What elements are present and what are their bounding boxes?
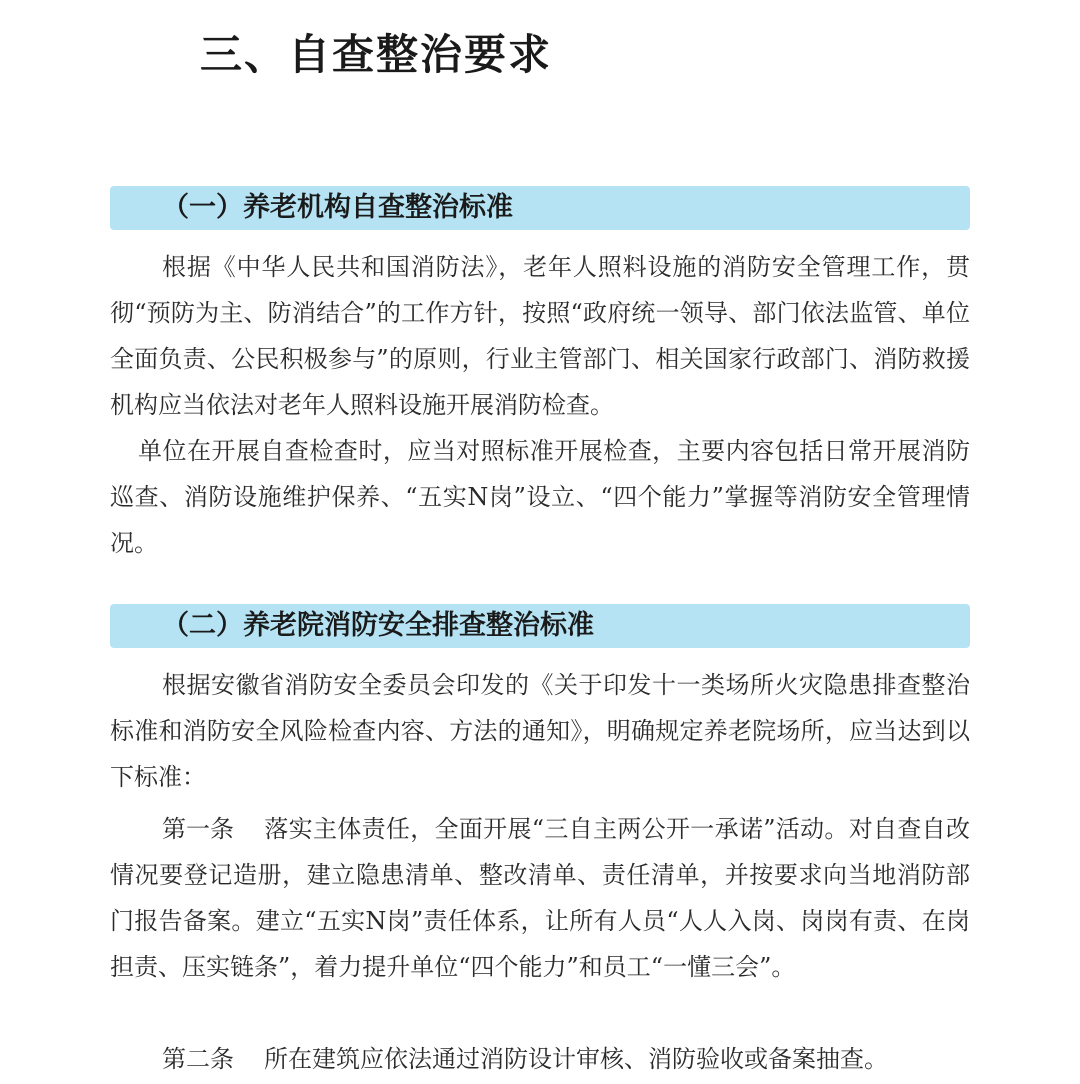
article-2 xyxy=(110,1036,970,1082)
article-1-label: 第一条 xyxy=(162,815,234,843)
section-2-paragraph-1: 根据安徽省消防安全委员会印发的《关于印发十一类场所火灾隐患排查整治标准和消防安全风险检查内容、方法的通知》，明确规定养老院场所，应当达到以下标准： xyxy=(110,671,970,791)
article-2-label: 第二条 xyxy=(162,1045,234,1073)
section-1-paragraph-1: 根据《中华人民共和国消防法》，老年人照料设施的消防安全管理工作，贯彻“预防为主、防消结合”的工作方针，按照“政府统一领导、部门依法监管、单位全面负责、公民积极参与”的原则，行业主管部门、相关国家行政部门、消防救援机构应当依法对老年人照料设施开展消防检查。 xyxy=(110,253,970,419)
section-1-paragraph-2: 单位在开展自查检查时，应当对照标准开展检查，主要内容包括日常开展消防巡查、消防设施维护保养、“五实N岗”设立、“四个能力”掌握等消防安全管理情况。 xyxy=(110,437,970,557)
article-1-text: 落实主体责任，全面开展“三自主两公开一承诺”活动。对自查自改情况要登记造册，建立隐患清单、整改清单、责任清单，并按要求向当地消防部门报告备案。建立“五实N岗”责任体系，让所有人员“人人入岗、岗岗有责、在岗担责、压实链条”，着力提升单位“四个能力”和员工“一懂三会”。 xyxy=(110,815,970,981)
article-2-text: 所在建筑应依法通过消防设计审核、消防验收或备案抽查。 xyxy=(264,1045,888,1073)
section-header-2: （二）养老院消防安全排查整治标准 xyxy=(110,604,970,648)
section-header-1: （一）养老机构自查整治标准 xyxy=(110,186,970,230)
article-1 xyxy=(110,806,970,990)
page-title: 三、自查整治要求 xyxy=(200,30,553,79)
